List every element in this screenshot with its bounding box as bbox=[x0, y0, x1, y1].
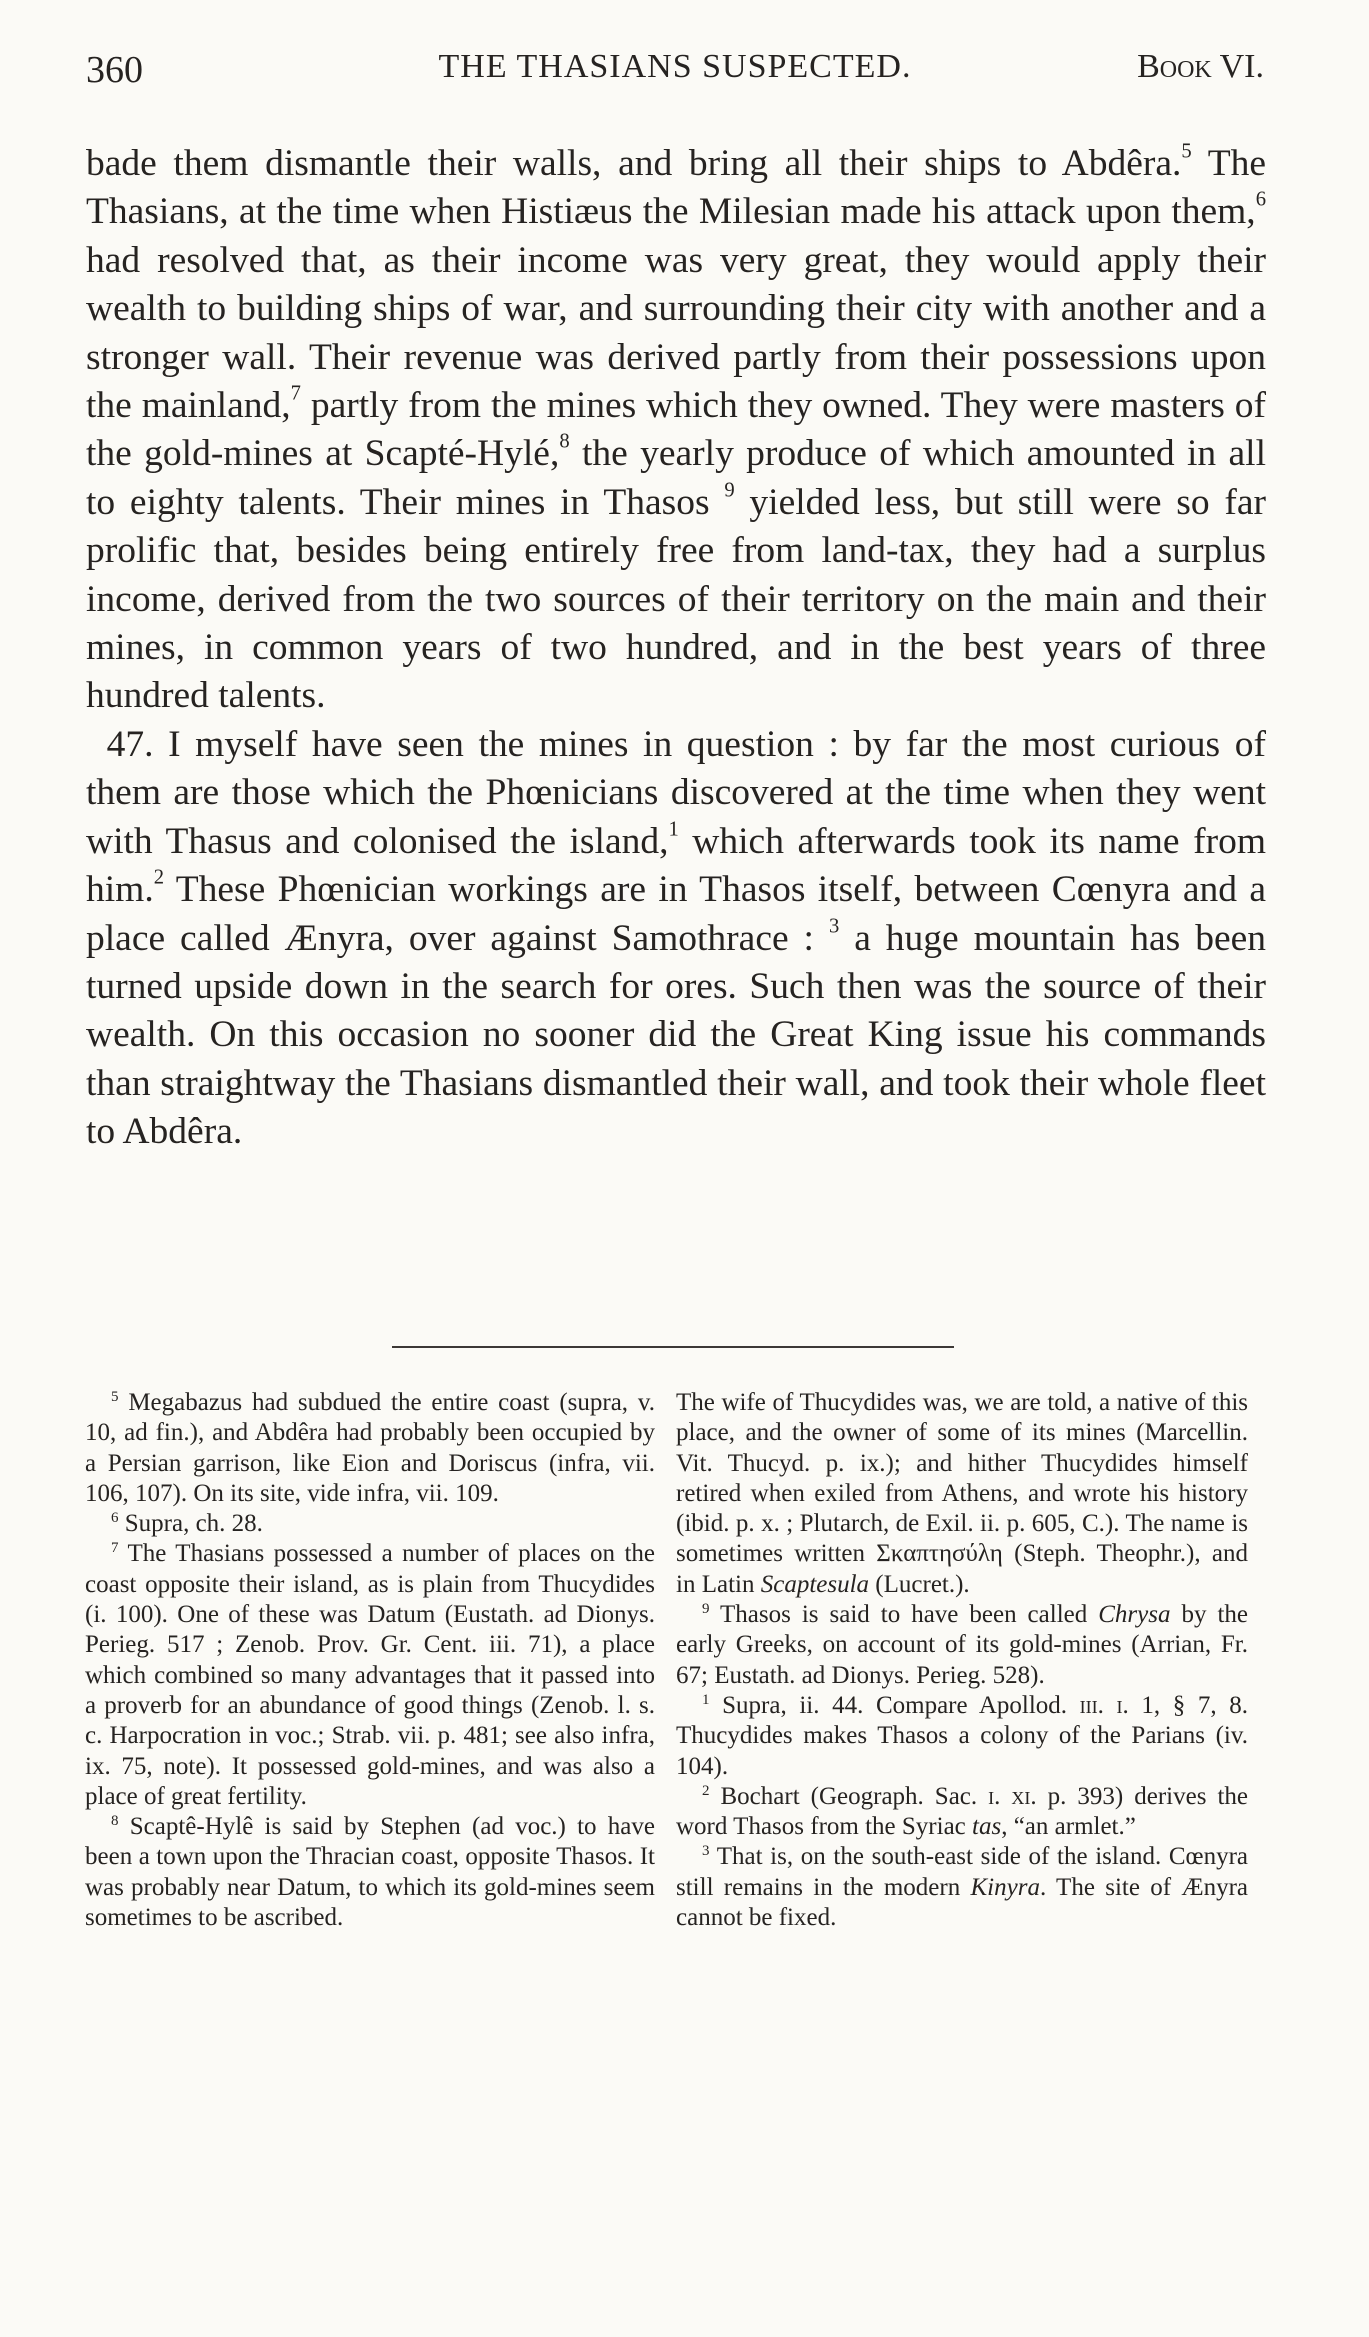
running-header bbox=[86, 48, 1264, 98]
running-title: THE THASIANS SUSPECTED. bbox=[438, 48, 912, 85]
footnote-8: $^8$ Scaptê-Hylê is said by Stephen (ad voc.) to have been a town upon the Thracian coast, opposite Thasos. It was probably near Datum, to which its gold-mines seem sometimes to be ascribed. bbox=[85, 1813, 655, 1932]
page-number: 360 bbox=[86, 49, 143, 91]
footnote-ref-7: 7 bbox=[290, 382, 301, 405]
footnote-1: $^1$ Supra, ii. 44. Compare Apollod. iii. i. 1, § 7, 8. Thucydides makes Thasos a colony of the Parians (iv. 104). bbox=[676, 1691, 1249, 1780]
body-paragraph-1: bade them dismantle their walls, and bring all their ships to Abdêra.$^5$ The Thasians, at the time when Histiæus the Milesian made his attack upon them,$^6$ had resolved that, as their income was very great, they would apply their wealth to building ships of war, and surrounding their city with another and a stronger wall. Their revenue was derived partly from their possessions upon the mainland,$^7$ partly from the mines which they owned. They were masters of the gold-mines at Scapté-Hylé,$^8$ the yearly produce of which amounted in all to eighty talents. Their mines in Thasos $^9$ yielded less, but still were so far prolific that, besides being entirely free from land-tax, they had a surplus income, derived from the two sources of their territory on the main and their mines, in common years of two hundred, and in the best years of three hundred talents. bbox=[86, 140, 1267, 717]
footnote-2: $^2$ Bochart (Geograph. Sac. i. xi. p. 393) derives the word Thasos from the Syriac tas, “an armlet.” bbox=[676, 1782, 1248, 1841]
footnote-divider bbox=[392, 1346, 954, 1348]
footnote-ref-3: 3 bbox=[828, 914, 840, 937]
book-label: Book VI. bbox=[1137, 48, 1264, 85]
footnote-ref-2: 2 bbox=[153, 866, 165, 889]
footnote-ref-9: 9 bbox=[724, 479, 735, 502]
footnote-ref-1: 1 bbox=[668, 818, 679, 841]
footnotes-left-column bbox=[85, 1388, 655, 1933]
footnote-ref-5: 5 bbox=[1181, 140, 1192, 163]
footnote-3: $^3$ That is, on the south-east side of the island. Cœnyra still remains in the modern Kinyra. The site of Ænyra cannot be fixed. bbox=[676, 1843, 1248, 1932]
footnote-7: $^7$ The Thasians possessed a number of places on the coast opposite their island, as is plain from Thucydides (i. 100). One of these was Datum (Eustath. ad Dionys. Perieg. 517 ; Zenob. Prov. Gr. Cent. iii. 71), a place which combined so many advantages that it passed into a proverb for an abundance of good things (Zenob. l. s. c. Harpocration in voc.; Strab. vii. p. 481; see also infra, ix. 75, note). It possessed gold-mines, and was also a place of great fertility. bbox=[85, 1540, 655, 1810]
footnote-9: $^9$ Thasos is said to have been called Chrysa by the early Greeks, on account of its gold-mines (Arrian, Fr. 67; Eustath. ad Dionys. Perieg. 528). bbox=[676, 1601, 1248, 1689]
footnote-6: $^6$ Supra, ch. 28. bbox=[111, 1510, 263, 1538]
footnote-8-continued: The wife of Thucydides was, we are told, a native of this place, and the owner of some of its mines (Marcellin. Vit. Thucyd. p. ix.); and hither Thucydides himself retired when exiled from Athens, and wrote his history (ibid. p. x. ; Plutarch, de Exil. ii. p. 605, C.). The name is sometimes written Σκαπτησύλη (Steph. Theophr.), and in Latin Scaptesula (Lucret.). bbox=[676, 1389, 1248, 1598]
main-text bbox=[86, 140, 1266, 1157]
footnote-ref-6: 6 bbox=[1255, 188, 1266, 211]
footnote-5: $^5$ Megabazus had subdued the entire coast (supra, v. 10, ad fin.), and Abdêra had probably been occupied by a Persian garrison, like Eion and Doriscus (infra, vii. 106, 107). On its site, vide infra, vii. 109. bbox=[85, 1389, 655, 1507]
footnotes-right-column bbox=[676, 1388, 1248, 1933]
footnote-ref-8: 8 bbox=[559, 430, 570, 453]
body-paragraph-47: 47. I myself have seen the mines in question : by far the most curious of them are those which the Phœnicians discovered at the time when they went with Thasus and colonised the island,$^1$ which afterwards took its name from him.$^2$ These Phœnician workings are in Thasos itself, between Cœnyra and a place called Ænyra, over against Samothrace : $^3$ a huge mountain has been turned upside down in the search for ores. Such then was the source of their wealth. On this occasion no sooner did the Great King issue his commands than straightway the Thasians dismantled their wall, and took their whole fleet to Abdêra. bbox=[86, 723, 1266, 1153]
